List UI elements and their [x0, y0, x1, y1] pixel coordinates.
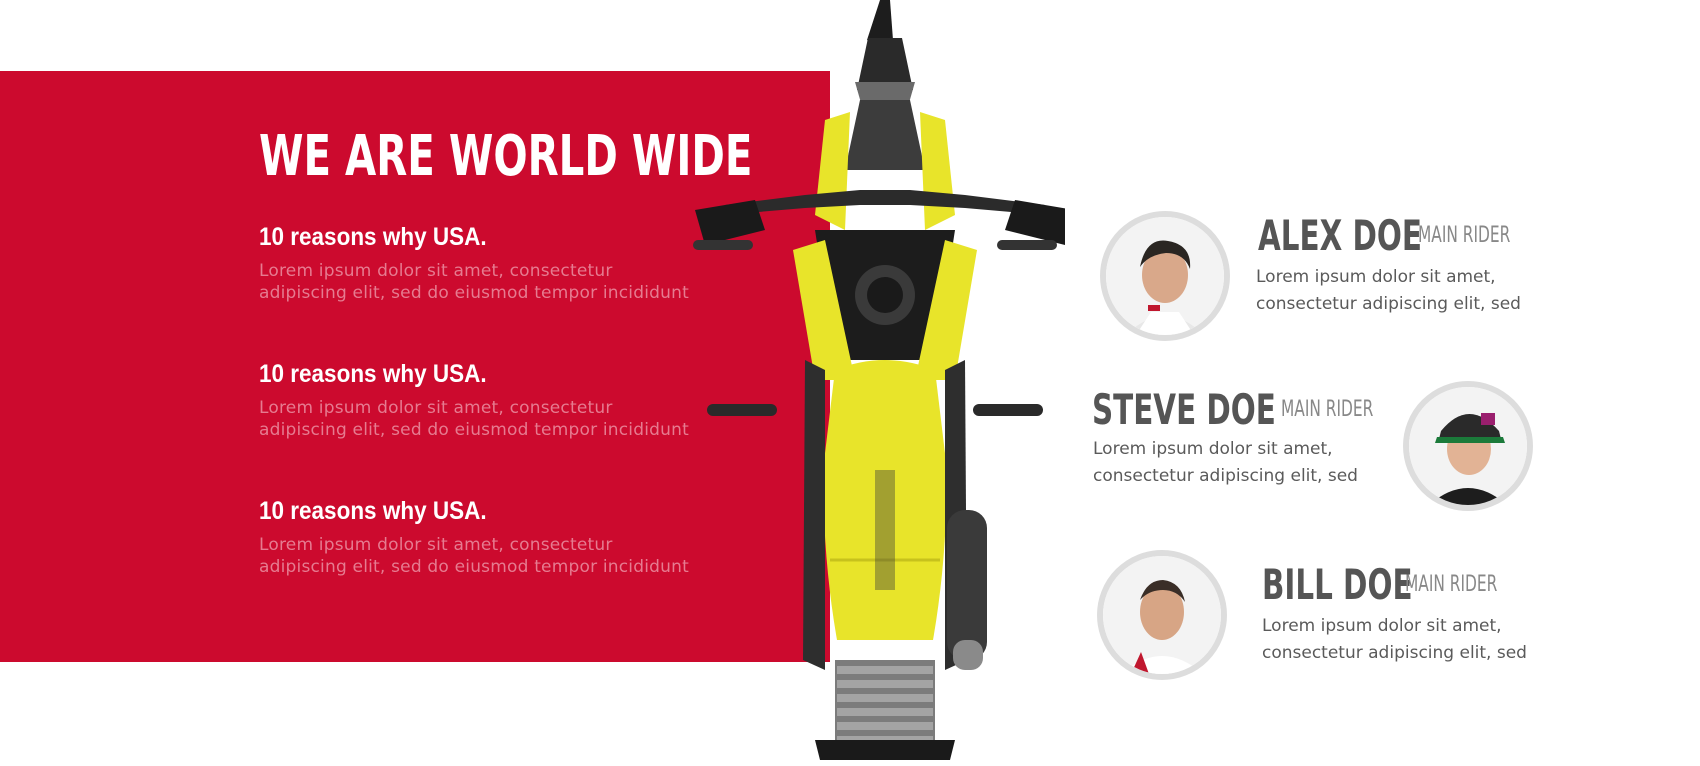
rider-photo-icon — [1106, 217, 1224, 335]
reason-title: 10 reasons why USA. — [259, 360, 487, 388]
rider-avatar-alex — [1100, 211, 1230, 341]
reason-description — [259, 397, 699, 441]
rider-avatar-steve — [1403, 381, 1533, 511]
rider-role: MAIN RIDER — [1281, 397, 1374, 422]
section-heading: WE ARE WORLD WIDE — [259, 124, 753, 189]
reason-title: 10 reasons why USA. — [259, 497, 487, 525]
rider-text-line: consectetur adipiscing elit, sed — [1093, 466, 1358, 486]
reason-description — [259, 260, 699, 304]
rider-text-line: consectetur adipiscing elit, sed — [1262, 643, 1527, 663]
reason-item — [259, 359, 699, 441]
rider-text-line: Lorem ipsum dolor sit amet, — [1262, 616, 1502, 636]
rider-role: MAIN RIDER — [1418, 223, 1511, 248]
rider-name: STEVE DOE — [1092, 385, 1276, 434]
rider-description — [1093, 436, 1363, 490]
rider-name: ALEX DOE — [1258, 211, 1422, 260]
reason-text-line: Lorem ipsum dolor sit amet, consectetur — [259, 535, 613, 555]
reason-item — [259, 496, 699, 578]
motorcycle-image — [685, 0, 1065, 766]
rider-description — [1256, 264, 1526, 318]
rider-photo-icon — [1409, 387, 1527, 505]
rider-avatar-bill — [1097, 550, 1227, 680]
reason-title: 10 reasons why USA. — [259, 223, 487, 251]
rider-text-line: Lorem ipsum dolor sit amet, — [1093, 439, 1333, 459]
reason-text-line: Lorem ipsum dolor sit amet, consectetur — [259, 398, 613, 418]
rider-description — [1262, 613, 1532, 667]
reason-description — [259, 534, 699, 578]
rider-text-line: consectetur adipiscing elit, sed — [1256, 294, 1521, 314]
reason-text-line: adipiscing elit, sed do eiusmod tempor incididunt — [259, 420, 689, 440]
rider-name: BILL DOE — [1262, 560, 1413, 609]
reason-item — [259, 222, 699, 304]
rider-photo-icon — [1103, 556, 1221, 674]
rider-text-line: Lorem ipsum dolor sit amet, — [1256, 267, 1496, 287]
rider-role: MAIN RIDER — [1405, 572, 1498, 597]
reason-text-line: Lorem ipsum dolor sit amet, consectetur — [259, 261, 613, 281]
reason-text-line: adipiscing elit, sed do eiusmod tempor incididunt — [259, 557, 689, 577]
reason-text-line: adipiscing elit, sed do eiusmod tempor incididunt — [259, 283, 689, 303]
